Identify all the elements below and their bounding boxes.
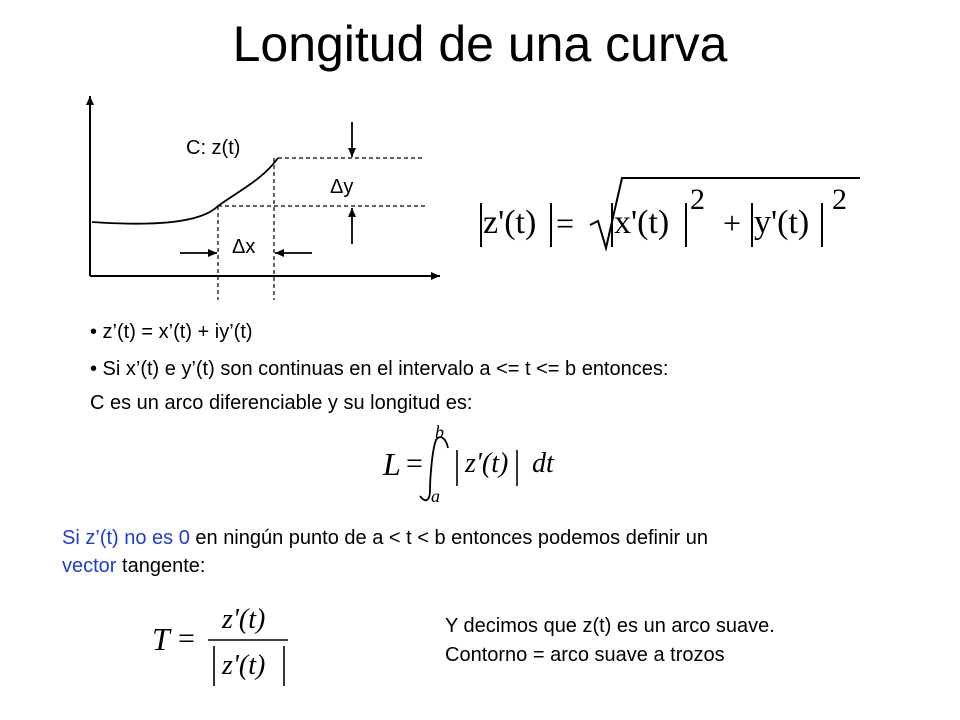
bullet-derivative: • z’(t) = x’(t) + iy’(t) xyxy=(90,321,253,343)
formula-x-term: x'(t) xyxy=(614,204,670,241)
slide-title: Longitud de una curva xyxy=(232,16,728,72)
curve-label: C: z(t) xyxy=(186,137,241,159)
length-L: L xyxy=(383,446,401,482)
delta-x-label: Δx xyxy=(232,236,256,258)
bullet-continuity: • Si x’(t) e y’(t) son continuas en el intervalo a <= t <= b entonces: xyxy=(90,358,669,380)
formula-y-term: y'(t) xyxy=(754,204,810,241)
formula-exponent-2: 2 xyxy=(832,183,847,216)
length-dt: dt xyxy=(532,448,554,479)
contour-definition: Contorno = arco suave a trozos xyxy=(445,644,725,666)
formula-plus: + xyxy=(723,205,742,241)
smooth-arc-statement: Y decimos que z(t) es un arco suave. xyxy=(445,615,775,637)
length-lower-limit: a xyxy=(431,486,440,506)
formula-exponent-1: 2 xyxy=(690,183,705,216)
tangent-paragraph-text2: tangente: xyxy=(116,555,206,577)
length-equals: = xyxy=(406,447,423,480)
length-integrand: z'(t) xyxy=(465,448,509,479)
tangent-numerator: z'(t) xyxy=(222,604,266,635)
arc-length-sentence: C es un arco diferenciable y su longitud es: xyxy=(90,392,473,414)
formula-lhs: z'(t) xyxy=(483,204,537,241)
tangent-denominator: z'(t) xyxy=(222,650,266,681)
vector-highlight: vector xyxy=(62,555,117,577)
length-upper-limit: b xyxy=(435,422,444,442)
tangent-paragraph-text1: en ningún punto de a < t < b entonces podemos definir un xyxy=(189,527,708,549)
tangent-equals: = xyxy=(178,622,195,655)
formula-equals: = xyxy=(556,205,575,241)
delta-y-label: Δy xyxy=(330,176,354,198)
nonzero-condition-highlight: Si z’(t) no es 0 xyxy=(62,527,190,549)
tangent-T: T xyxy=(152,621,170,657)
